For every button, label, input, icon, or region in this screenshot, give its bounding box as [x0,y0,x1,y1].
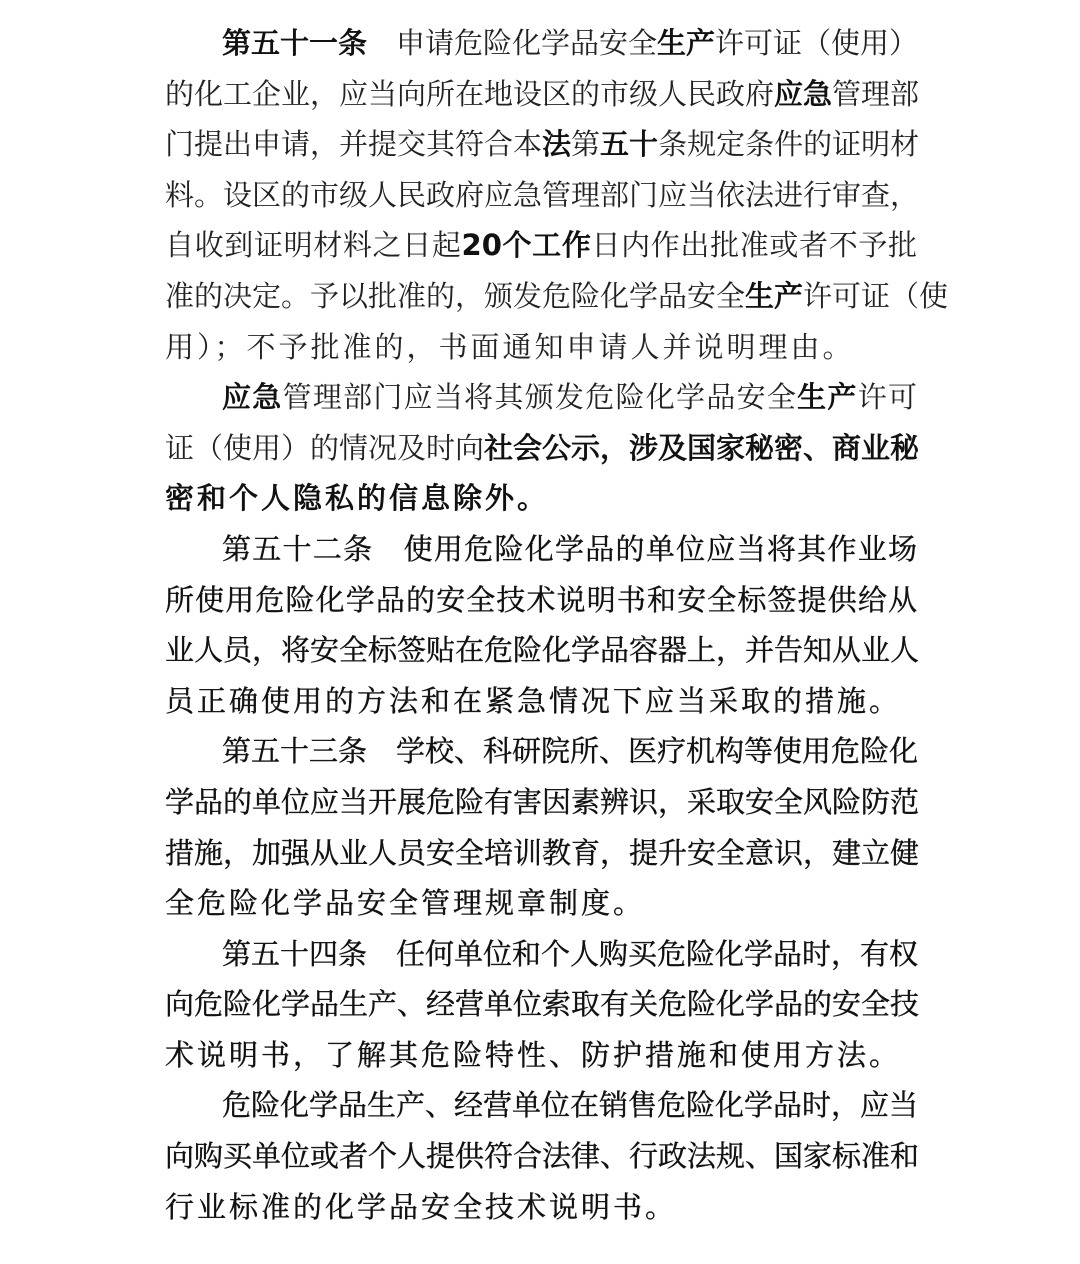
text-line [165,170,920,221]
text-line [165,322,917,373]
text-segment: 准的决定。予以批准的，颁发危险化学品安全 [165,278,746,313]
document-body [165,18,949,1232]
text-line [165,1131,920,1182]
text-line [165,878,917,929]
text-line [165,423,920,474]
text-segment: 行业标准的化学品安全技术说明书。 [165,1189,678,1224]
text-segment: 向购买单位或者个人提供符合法律、行政法规、国家标准和 [165,1139,920,1174]
text-line [165,575,917,626]
text-segment: 用）；不予批准的，书面通知申请人并说明理由。 [165,329,855,364]
bold-text-segment: 五十 [600,127,659,162]
text-line [165,828,920,879]
text-line [165,1182,917,1233]
text-segment: 管理部 [832,76,920,111]
text-line [165,18,917,69]
text-line [165,979,920,1030]
text-line [165,69,920,120]
text-segment: 所使用危险化学品的安全技术说明书和安全标签提供给从 [165,582,917,617]
text-line [165,271,949,322]
bold-text-segment: 法 [542,127,572,162]
text-line [165,372,917,423]
text-segment: 申请危险化学品安全 [367,26,658,60]
text-segment: 第五十四条 任何单位和个人购买危险化学品时，有权 [222,936,919,971]
text-segment: 向危险化学品生产、经营单位索取有关危险化学品的安全技 [165,987,920,1022]
bold-text-segment: 社会公示，涉及国家秘密、商业秘 [484,430,920,465]
text-line [165,777,920,828]
text-segment: 术说明书，了解其危险特性、防护措施和使用方法。 [165,1037,902,1072]
text-line [165,625,920,676]
bold-text-segment: 生产 [657,26,716,60]
text-segment: 第 [571,127,601,162]
text-line [165,726,917,777]
text-line [165,676,917,727]
text-segment: 许可 [857,380,917,415]
text-segment: 证（使用）的情况及时向 [165,430,485,465]
text-segment: 的化工企业，应当向所在地设区的市级人民政府 [165,76,775,111]
text-segment: 料。设区的市级人民政府应急管理部门应当依法进行审查， [165,177,920,212]
bold-text-segment: 20个工作 [461,228,592,263]
bold-text-segment: 生产 [797,380,858,415]
text-segment: 危险化学品生产、经营单位在销售危险化学品时，应当 [222,1088,919,1123]
bold-text-segment: 生产 [745,278,804,313]
text-segment: 条规定条件的证明材 [658,127,920,162]
text-segment: 措施，加强从业人员安全培训教育，提升安全意识，建立健 [165,835,920,870]
text-line [165,220,917,271]
text-line [165,524,917,575]
text-segment: 业人员，将安全标签贴在危险化学品容器上，并告知从业人 [165,633,920,668]
bold-text-segment: 第五十一条 [222,26,368,60]
text-segment: 全危险化学品安全管理规章制度。 [165,886,646,921]
text-segment: 许可证（使用） [715,26,919,60]
text-line [165,1080,917,1131]
text-segment: 员正确使用的方法和在紧急情况下应当采取的措施。 [165,683,902,718]
text-line [165,473,917,524]
bold-text-segment: 密和个人隐私的信息除外。 [165,481,550,516]
text-line [165,1030,917,1081]
text-segment: 管理部门应当将其颁发危险化学品安全 [282,380,798,415]
text-segment: 门提出申请，并提交其符合本 [165,127,543,162]
bold-text-segment: 应急 [774,76,833,111]
text-segment: 日内作出批准或者不予批 [591,228,917,263]
text-segment: 许可证（使 [803,278,949,313]
bold-text-segment: 应急 [222,380,283,415]
text-line [165,119,920,170]
text-segment: 第五十二条 使用危险化学品的单位应当将其作业场 [222,531,917,566]
text-segment: 自收到证明材料之日起 [165,228,462,263]
text-line [165,929,917,980]
text-segment: 第五十三条 学校、科研院所、医疗机构等使用危险化 [222,734,919,769]
text-segment: 学品的单位应当开展危险有害因素辨识，采取安全风险防范 [165,784,920,819]
